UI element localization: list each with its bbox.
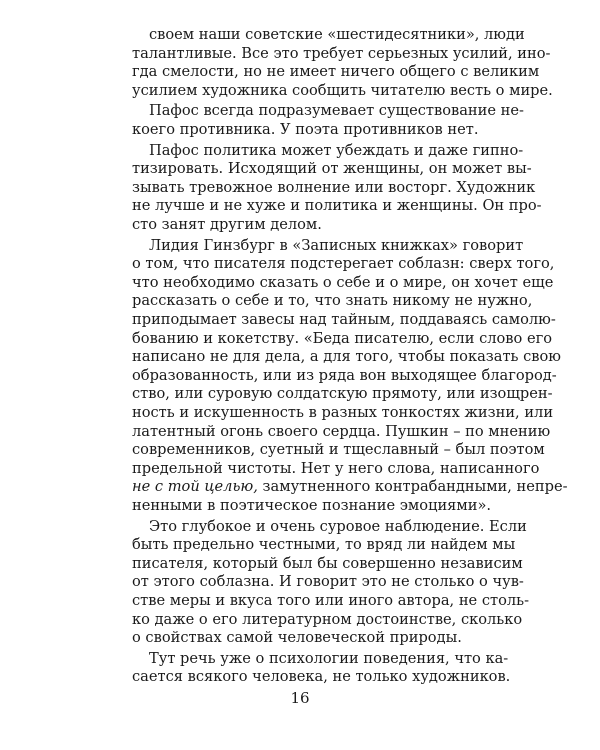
- text-line: написано не для дела, а для того, чтобы показать свою: [132, 348, 561, 366]
- text-line: Тут речь уже о психологии поведения, что ка-: [149, 649, 509, 667]
- text-line: сто занят другим делом.: [132, 216, 322, 233]
- text-line: современников, суетный и тщеславный – был поэтом: [132, 441, 545, 459]
- text-line: ненными в поэтическое познание эмоциями».: [132, 497, 492, 514]
- text-line: сается всякого человека, не только художников.: [132, 668, 511, 686]
- text-line: быть предельно честными, то вряд ли найдем мы: [132, 536, 516, 554]
- text-line: зывать тревожное волнение или восторг. Художник: [132, 178, 536, 196]
- text-line: от этого соблазна. И говорит это не столько о чув-: [132, 573, 524, 591]
- text-line: ко даже о его литературном достоинстве, сколько: [132, 610, 523, 628]
- text-line: своем наши советские «шестидесятники», люди: [149, 26, 525, 43]
- text-line: предельной чистоты. Нет у него слова, написанного: [132, 459, 540, 477]
- text-line: Пафос политика может убеждать и даже гипно-: [149, 141, 524, 159]
- text-line: Это глубокое и очень суровое наблюдение. Если: [149, 517, 527, 535]
- text-line: что необходимо сказать о себе и о мире, он хочет еще: [132, 273, 554, 291]
- text-line: латентный огонь своего сердца. Пушкин – по мнению: [132, 422, 551, 440]
- text-line: Лидия Гинзбург в «Записных книжках» говорит: [149, 236, 524, 254]
- text-line: приподымает завесы над тайным, поддаваясь самолю-: [132, 311, 556, 328]
- text-line: не лучше и не хуже и политика и женщины. Он про-: [132, 197, 542, 215]
- text-line: стве меры и вкуса того или иного автора, не столь-: [132, 592, 530, 609]
- text-line: ство, или суровую солдатскую прямоту, или изощрен-: [132, 385, 553, 403]
- text-line: усилием художника сообщить читателю весть о мире.: [132, 81, 553, 99]
- text-line: рассказать о себе и то, что знать никому не нужно,: [132, 292, 533, 310]
- page-number: 16: [290, 689, 310, 707]
- text-fragment: замутненного контрабандными, непре-: [257, 478, 568, 496]
- text-line: коего противника. У поэта противников нет.: [132, 121, 479, 138]
- text-line: тизировать. Исходящий от женщины, он может вы-: [132, 160, 532, 178]
- text-line: о том, что писателя подстерегает соблазн: сверх того,: [132, 255, 555, 273]
- text-line: о свойствах самой человеческой природы.: [132, 629, 462, 647]
- text-line: гда смелости, но не имеет ничего общего с великим: [132, 63, 540, 81]
- text-line: талантливые. Все это требует серьезных усилий, ино-: [132, 44, 551, 62]
- text-line-italic: [132, 478, 568, 497]
- text-line: ность и искушенность в разных тонкостях жизни, или: [132, 404, 554, 421]
- text-line: писателя, который был бы совершенно независим: [132, 554, 523, 572]
- text-line: бованию и кокетству. «Беда писателю, если слово его: [132, 329, 553, 347]
- italic-phrase: не с той целью,: [132, 478, 258, 496]
- text-line: Пафос всегда подразумевает существование не-: [149, 102, 524, 120]
- text-line: образованность, или из ряда вон выходящее благород-: [132, 366, 557, 384]
